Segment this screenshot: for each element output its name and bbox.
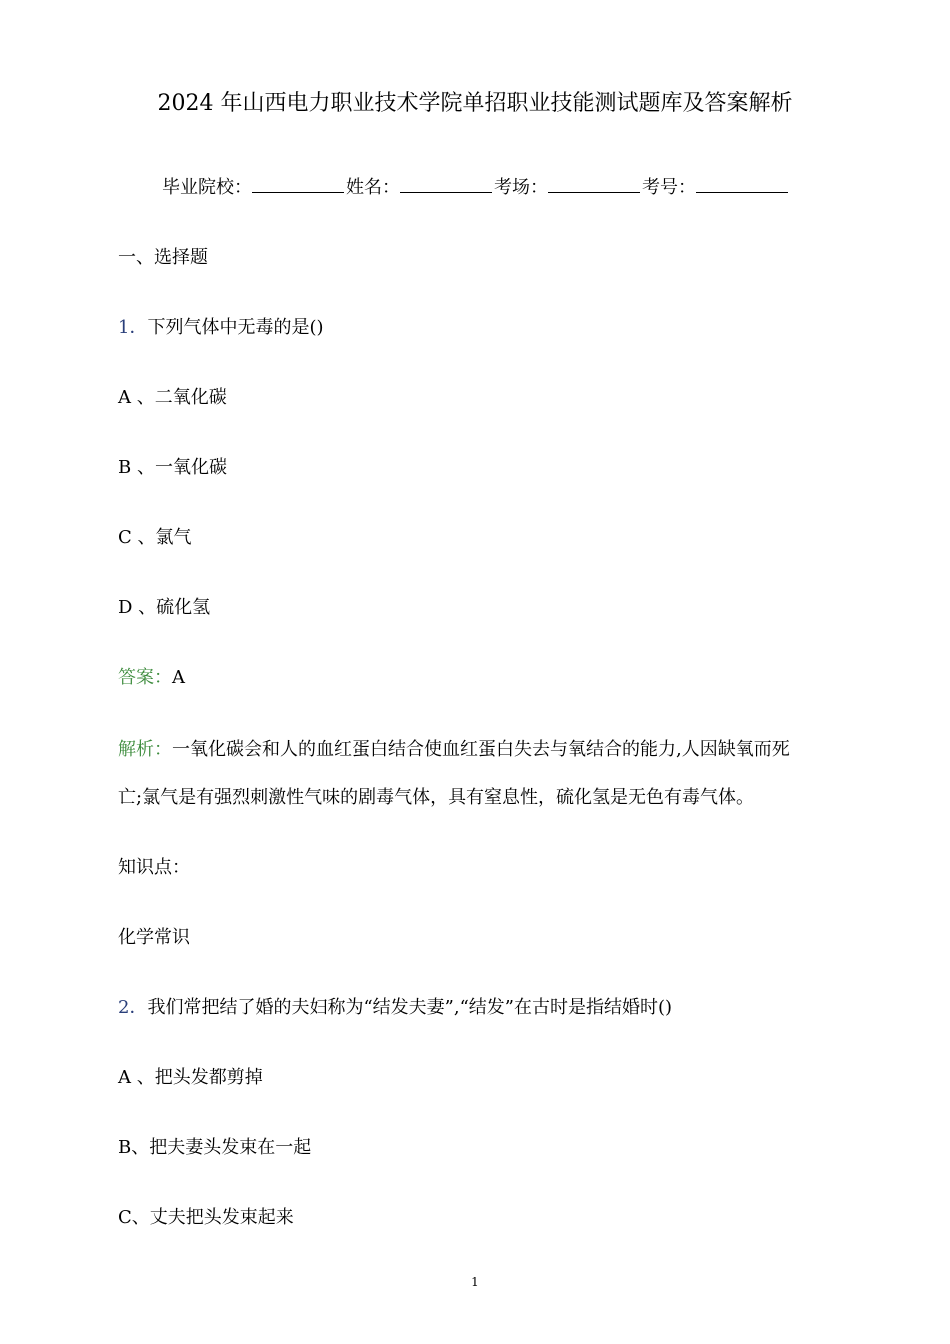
question-1-number: 1． [118,317,148,338]
knowledge-label: 知识点： [118,857,190,878]
q1-option-b: B 、一氧化碳 [118,457,227,478]
question-2-text: 我们常把结了婚的夫妇称为“结发夫妻”,“结发”在古时是指结婚时() [147,997,673,1018]
q1-option-c: C 、氯气 [118,527,192,548]
name-blank [400,176,492,193]
q1-analysis-line-1 [118,738,790,762]
exam-info-row [162,176,790,200]
question-2-number: 2． [118,997,148,1018]
q1-answer [118,666,185,690]
section-heading: 一、选择题 [118,247,208,268]
page-number: 1 [471,1275,479,1289]
question-2 [118,996,672,1020]
q1-option-a: A 、二氧化碳 [118,387,227,408]
knowledge-value: 化学常识 [118,927,190,948]
school-blank [252,176,344,193]
answer-value: A [172,667,185,688]
number-label: 考号： [642,177,696,198]
question-1-text: 下列气体中无毒的是() [147,317,324,338]
analysis-text-1: 一氧化碳会和人的血红蛋白结合使血红蛋白失去与氧结合的能力,人因缺氧而死 [172,739,790,760]
analysis-label: 解析： [118,739,172,760]
name-label: 姓名： [346,177,400,198]
q1-option-d: D 、硫化氢 [118,597,211,618]
room-blank [548,176,640,193]
document-title: 2024 年山西电力职业技术学院单招职业技能测试题库及答案解析 [157,91,793,116]
q2-option-b: B、把夫妻头发束在一起 [118,1137,312,1158]
room-label: 考场： [494,177,548,198]
q2-option-a: A 、把头发都剪掉 [118,1067,263,1088]
q2-option-c: C、丈夫把头发束起来 [118,1207,294,1228]
question-1 [118,316,324,340]
answer-label: 答案： [118,667,172,688]
school-label: 毕业院校： [162,177,252,198]
q1-analysis-line-2: 亡;氯气是有强烈刺激性气味的剧毒气体，具有窒息性，硫化氢是无色有毒气体。 [118,787,755,808]
number-blank [696,176,788,193]
